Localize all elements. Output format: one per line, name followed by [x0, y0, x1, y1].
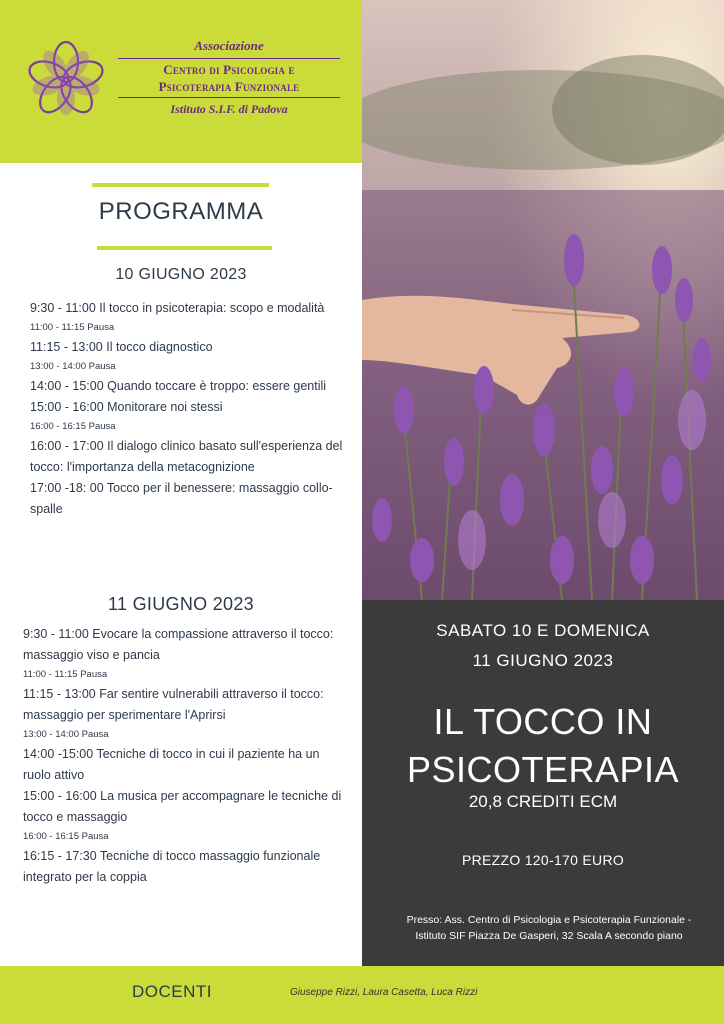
event-venue: [384, 912, 714, 944]
event-dates: [362, 616, 724, 676]
association-name: [118, 38, 340, 117]
schedule-item: 17:00 -18: 00 Tocco per il benessere: massaggio collo-spalle: [30, 481, 333, 516]
assoc-rule-bottom: [118, 97, 340, 98]
association-logo-icon: [26, 40, 106, 120]
day2-date: 11 GIUGNO 2023: [108, 594, 254, 614]
teachers-label: DOCENTI: [132, 982, 212, 1001]
schedule-item: 16:00 - 17:00 Il dialogo clinico basato sull'esperienza del tocco: l'importanza della metacognizione: [30, 439, 343, 474]
schedule-pause: 11:00 - 11:15 Pausa: [30, 322, 115, 333]
program-title-bar-top: [92, 183, 269, 187]
day1-schedule: [30, 298, 350, 520]
schedule-item: 14:00 -15:00 Tecniche di tocco in cui il paziente ha un ruolo attivo: [23, 747, 320, 782]
event-dates-line-2: 11 GIUGNO 2023: [472, 651, 614, 670]
lavender-hand-photo: [362, 0, 724, 600]
teachers-names: Giuseppe Rizzi, Laura Casetta, Luca Rizzi: [290, 987, 478, 998]
event-venue-line-1: Presso: Ass. Centro di Psicologia e Psicoterapia Funzionale -: [406, 914, 692, 926]
schedule-pause: 16:00 - 16:15 Pausa: [23, 831, 109, 842]
schedule-item: 11:15 - 13:00 Far sentire vulnerabili attraverso il tocco: massaggio per sperimentare l'Aprirsi: [23, 687, 324, 722]
assoc-line-2: Centro di Psicologia e: [163, 62, 295, 77]
assoc-line-1: Associazione: [194, 38, 264, 53]
schedule-item: 16:15 - 17:30 Tecniche di tocco massaggio funzionale integrato per la coppia: [23, 849, 321, 884]
schedule-item: 9:30 - 11:00 Evocare la compassione attraverso il tocco: massaggio viso e pancia: [23, 627, 334, 662]
schedule-item: 14:00 - 15:00 Quando toccare è troppo: essere gentili: [30, 379, 327, 393]
event-title: [362, 698, 724, 794]
day2-schedule: [23, 624, 343, 888]
event-info-panel: [362, 600, 724, 966]
event-title-line-1: IL TOCCO IN: [433, 701, 653, 742]
program-title-bar-bottom: [97, 246, 272, 250]
schedule-pause: 16:00 - 16:15 Pausa: [30, 421, 116, 432]
photo-illustration: [362, 0, 724, 600]
event-title-line-2: PSICOTERAPIA: [406, 749, 680, 790]
assoc-rule-top: [118, 58, 340, 59]
schedule-item: 15:00 - 16:00 La musica per accompagnare le tecniche di tocco e massaggio: [23, 789, 342, 824]
day1-date: 10 GIUGNO 2023: [115, 266, 247, 283]
header-panel: [0, 0, 362, 163]
program-title: PROGRAMMA: [98, 198, 264, 225]
schedule-pause: 11:00 - 11:15 Pausa: [23, 669, 108, 680]
assoc-line-3: Psicoterapia Funzionale: [158, 79, 300, 94]
event-venue-line-2: Istituto SIF Piazza De Gasperi, 32 Scala A secondo piano: [415, 930, 683, 942]
schedule-pause: 13:00 - 14:00 Pausa: [23, 729, 109, 740]
schedule-pause: 13:00 - 14:00 Pausa: [30, 361, 116, 372]
event-dates-line-1: SABATO 10 E DOMENICA: [436, 621, 650, 640]
event-price: PREZZO 120-170 EURO: [461, 852, 625, 868]
schedule-item: 9:30 - 11:00 Il tocco in psicoterapia: scopo e modalità: [30, 301, 325, 315]
schedule-item: 11:15 - 13:00 Il tocco diagnostico: [30, 340, 213, 354]
event-credits: 20,8 CREDITI ECM: [468, 792, 618, 811]
schedule-item: 15:00 - 16:00 Monitorare noi stessi: [30, 400, 223, 414]
assoc-line-4: Istituto S.I.F. di Padova: [170, 102, 288, 116]
footer-panel: [0, 966, 724, 1024]
